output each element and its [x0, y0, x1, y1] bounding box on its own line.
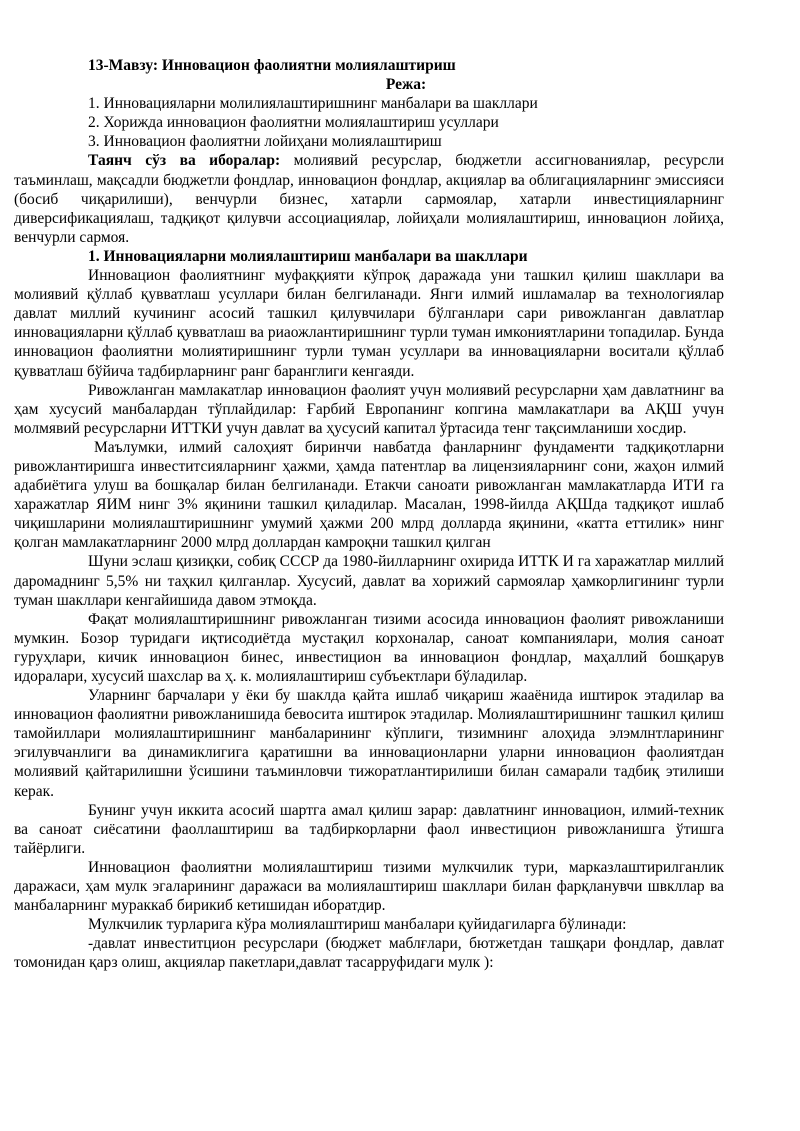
plan-heading: Режа:	[385, 76, 427, 94]
keywords-label: Таянч сўз ва иборалар:	[88, 152, 281, 170]
plan-item: 1. Инновацияларни молилиялаштиришнинг манбалари ва шакллари	[88, 95, 538, 113]
body-paragraph: Маълумки, илмий салоҳият биринчи навбатда фанларнинг фундаменти тадқиқотларни ривожлантиришга инвеститсияларнинг ҳажми, ҳамда патентлар ва лицензияларнинг сони, жаҳон илмий адабиётига улуш ва бошқалар билан белгиланади. Етакчи саноати ривожланган мамлакатларда ИТИ га харажатлар ЯИМ нинг 3% яқинини ташкил қиладилар. Масалан, 1998-йилда АҚШда тадқиқот ишлаб чиқишларини молиялаштиришнинг умумий ҳажми 200 млрд долларда яқинини, «катта еттилик» нинг қолган мамлакатларнинг 2000 млрд доллардан камроқни ташкил қилган	[14, 438, 724, 552]
body-paragraph: Мулкчилик турларига кўра молиялаштириш манбалари қуйидагиларга бўлинади:	[88, 916, 627, 934]
body-paragraph: Инновацион фаолиятни молиялаштириш тизими мулкчилик тури, марказлаштирилганлик даражаси, ҳам мулк эгаларининг даражаси ва молиялаштириш шакллари билан фарқланувчи швкллар ва манбаларнинг мураккаб бирикиб кетишидан иборатдир.	[14, 858, 724, 915]
plan-item: 3. Инновацион фаолиятни лойиҳани молиялаштириш	[88, 133, 442, 151]
keywords-paragraph	[14, 151, 724, 246]
body-paragraph: Фақат молиялаштиришнинг ривожланган тизими асосида инновацион фаолият ривожланиши мумкин. Бозор туридаги иқтисодиётда мустақил корхоналар, саноат компаниялари, молия саноат гуруҳлари, кичик инновацион бинес, инвестицион ва инновацион фондлар, маҳаллий бошқарув идоралари, хусусий шахслар ва ҳ. к. молиялаштириш субъектлари бўладилар.	[14, 610, 724, 685]
plan-item: 2. Хорижда инновацион фаолиятни молиялаштириш усуллари	[88, 114, 499, 132]
body-paragraph: Инновацион фаолиятнинг муфаққияти кўпроқ даражада уни ташкил қилиш шакллари ва молиявий қўллаб қувватлаш усуллари билан белгиланади. Янги илмий ишламалар ва технологиялар давлат миллий кучининг асосий ташкил қилувчилари бўлганлари сари ривожланган давлатлар инновацияларни қўллаб қувватлаш ва риаожлантиришнинг турли туман имкониятларини топадилар. Бунда инновацион фаолиятни молиятиришнинг турли туман усуллари ва инновацияларни воситали қўллаб қувватлаш бўйича тадбирларнинг ранг баранглиги кенгаяди.	[14, 267, 724, 380]
body-paragraph: Шуни эслаш қизиқки, собиқ СССР да 1980-йилларнинг охирида ИТТК И га харажатлар миллий даромаднинг 5,5% ни таҳкил қилганлар. Хусусий, давлат ва хорижий сармоялар ҳамкорлигининг турли туман шакллари кенгайишида давом этмоқда.	[14, 553, 724, 609]
body-paragraph: -давлат инвеститцион ресурслари (бюджет маблғлари, бютжетдан ташқари фондлар, давлат томонидан қарз олиш, акциялар пакетлари,давлат тасарруфидаги мулк ):	[14, 935, 724, 972]
body-paragraph: Ривожланган мамлакатлар инновацион фаолият учун молиявий ресурсларни ҳам давлатнинг ва ҳам хусусий манбалардан тўплайдилар: Ғарбий Европанинг копгина мамлакатлари ва АҚШ учун молмявий ресурсларни ИТТКИ учун давлат ва ҳусусий капитал ўртасида тенг тақсимланиши хосдир.	[14, 381, 724, 437]
plan-list	[88, 94, 724, 151]
body-paragraph: Бунинг учун иккита асосий шартга амал қилиш зарар: давлатнинг инновацион, илмий-техник ва саноат сиёсатини фаоллаштириш ва тадбиркорларни фаол инвестицион ривожланишга ўтишга тайёрлиги.	[14, 801, 724, 857]
keywords-text: молиявий ресурслар, бюджетли ассигнованиялар, ресурсли таъминлаш, мақсадли бюджетли фондлар, инновацион фондлар, акциялар ва облигацияларнинг эмиссияси (босиб чиқарилиши), венчурли бизнес, хатарли сармоялар, хатарли инвестицияларнинг диверсификациялаш, тадқиқот қилувчи ассоциациялар, лойиҳали молиялаштириш, инновацион лойиҳа, венчурли сармоя.	[14, 152, 724, 246]
body-paragraph: Уларнинг барчалари у ёки бу шаклда қайта ишлаб чиқариш жааёнида иштирок этадилар ва инновацион фаолиятни ривожланишида бевосита иштирок этадилар. Молиялаштиришнинг ташкил қилиш тамойиллари молиялаштиришнинг манбаларининг кўплиги, тизимнинг алоҳида элэмлнтларининг эгилувчанлиги ва динамиклигига қаратишни ва инновационларни уларни инновацион фаолиятдан молиявий қайтарилишни ўсишини таъминловчи тижоратлантирилиши билан самарали тадбиқ этилиши керак.	[14, 687, 724, 800]
document-body	[14, 151, 724, 972]
section-heading: 1. Инновацияларни молиялаштириш манбалари ва шакллари	[88, 247, 528, 265]
document-title: 13-Мавзу: Инновацион фаолиятни молиялаштириш	[88, 57, 456, 74]
